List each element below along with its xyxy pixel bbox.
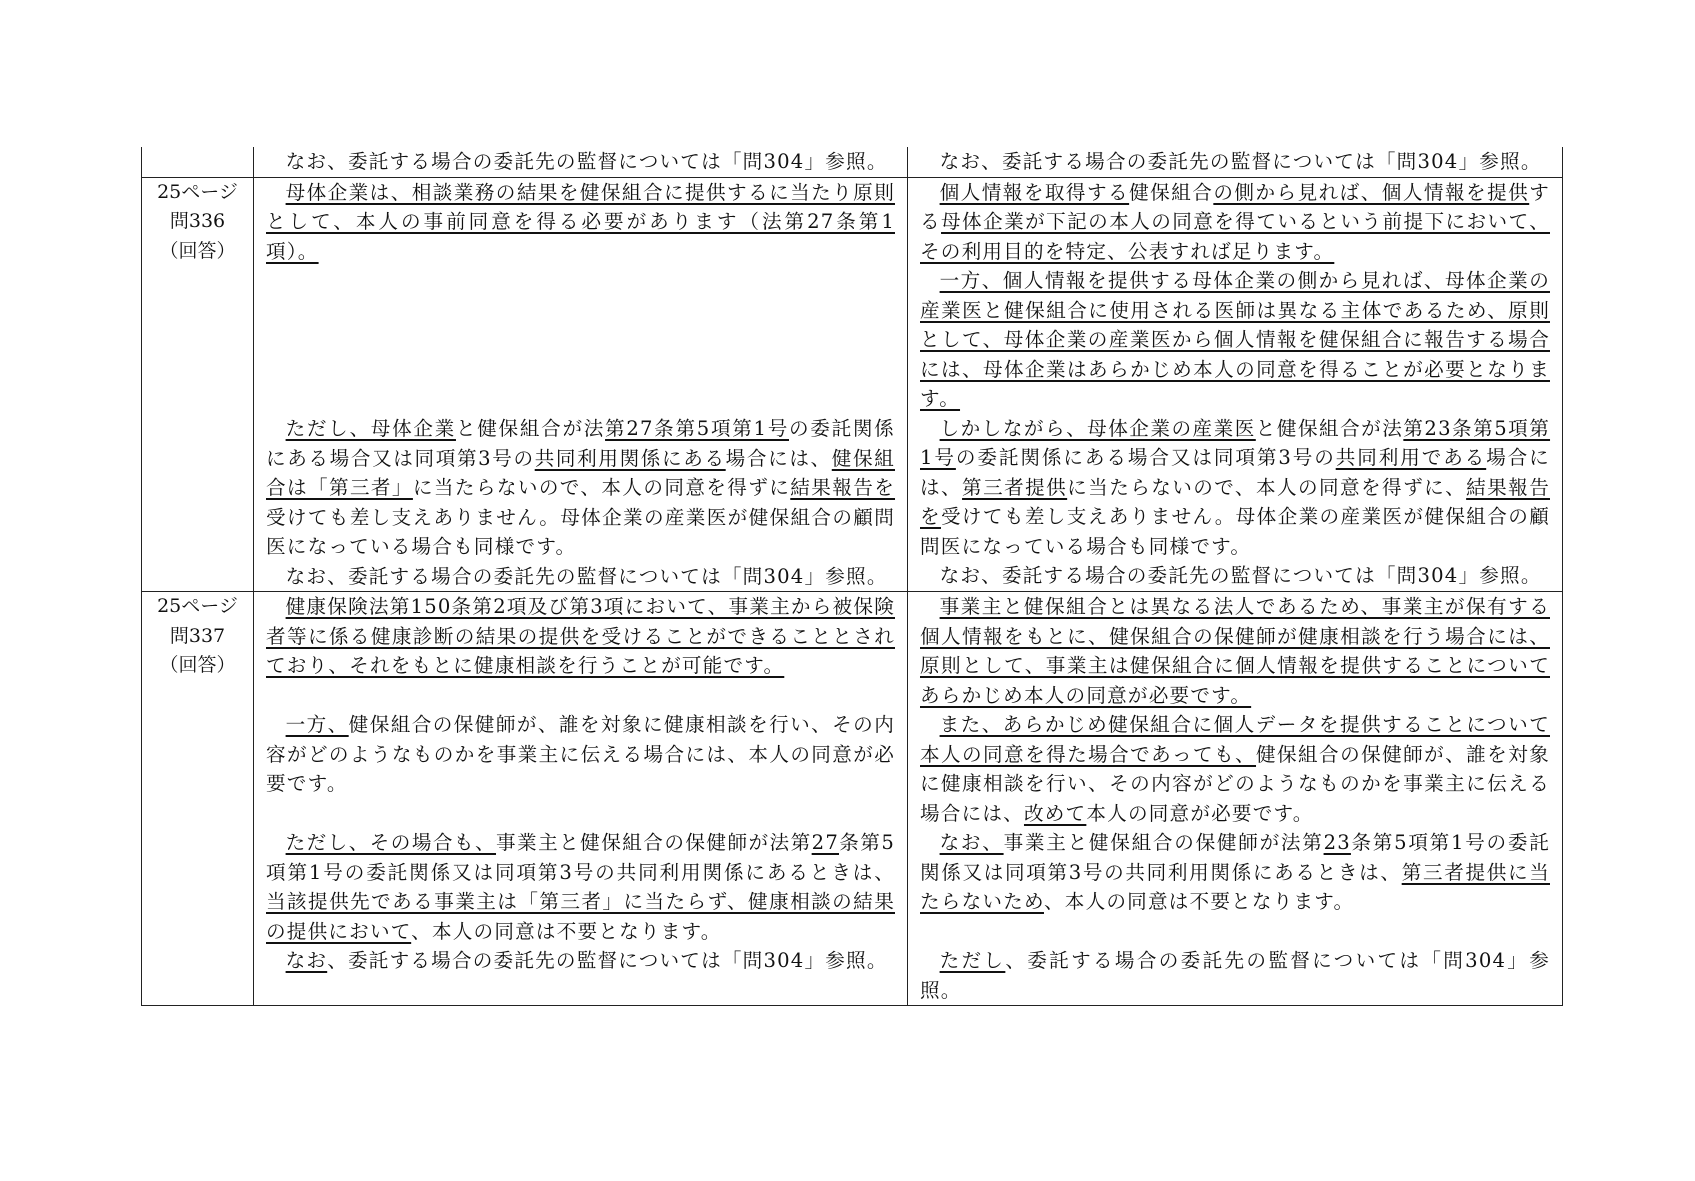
revised-text-cell xyxy=(254,592,908,1006)
row-label-cell xyxy=(142,592,254,1006)
paragraph: なお、委託する場合の委託先の監督については「問304」参照。 xyxy=(285,564,888,588)
revised-text-cell xyxy=(254,147,908,177)
paragraph: 個人情報を取得する健保組合の側から見れば、個人情報を提供する母体企業が下記の本人の同意を得ているという前提下において、その利用目的を特定、公表すれば足ります。 xyxy=(920,180,1550,263)
paragraph: なお、事業主と健保組合の保健師が法第23条第5項第1号の委託関係又は同項第3号の共同利用関係にあるときは、第三者提供に当たらないため、本人の同意は不要となります。 xyxy=(920,831,1550,913)
paragraph: ただし、母体企業と健保組合が法第27条第5項第1号の委託関係にある場合又は同項第3号の共同利用関係にある場合には、健保組合は「第三者」に当たらないので、本人の同意を得ずに結果報告を受けても差し支えありません。母体企業の産業医が健保組合の顧問医になっている場合も同様です。 xyxy=(266,417,896,558)
paragraph: なお、委託する場合の委託先の監督については「問304」参照。 xyxy=(285,949,888,972)
table-row xyxy=(142,147,1563,177)
revised-text-cell xyxy=(254,177,908,592)
table-row xyxy=(142,177,1563,592)
paragraph: 一方、健保組合の保健師が、誰を対象に健康相談を行い、その内容がどのようなものかを事業主に伝える場合には、本人の同意が必要です。 xyxy=(266,713,896,795)
current-text-cell xyxy=(908,592,1563,1006)
comparison-table xyxy=(141,147,1563,1006)
row-label-cell xyxy=(142,177,254,592)
table-row xyxy=(142,592,1563,1006)
paragraph: 事業主と健保組合とは異なる法人であるため、事業主が保有する個人情報をもとに、健保組合の保健師が健康相談を行う場合には、原則として、事業主は健保組合に個人情報を提供することについてあらかじめ本人の同意が必要です。 xyxy=(920,595,1550,707)
current-text-cell xyxy=(908,147,1563,177)
question-reference: 25ページ 問337 （回答） xyxy=(157,595,238,676)
paragraph: また、あらかじめ健保組合に個人データを提供することについて本人の同意を得た場合であっても、健保組合の保健師が、誰を対象に健康相談を行い、その内容がどのようなものかを事業主に伝える場合には、改めて本人の同意が必要です。 xyxy=(920,713,1550,825)
question-reference: 25ページ 問336 （回答） xyxy=(157,180,238,262)
paragraph: なお、委託する場合の委託先の監督については「問304」参照。 xyxy=(285,150,888,173)
paragraph: ただし、委託する場合の委託先の監督については「問304」参照。 xyxy=(920,949,1550,1002)
paragraph: 健康保険法第150条第2項及び第3項において、事業主から被保険者等に係る健康診断の結果の提供を受けることができることとされており、それをもとに健康相談を行うことが可能です。 xyxy=(266,595,895,677)
paragraph: しかしながら、母体企業の産業医と健保組合が法第23条第5項第1号の委託関係にある場合又は同項第3号の共同利用である場合には、第三者提供に当たらないので、本人の同意を得ずに、結果報告を受けても差し支えありません。母体企業の産業医が健保組合の顧問医になっている場合も同様です。 xyxy=(920,416,1551,558)
paragraph: なお、委託する場合の委託先の監督については「問304」参照。 xyxy=(939,564,1542,587)
paragraph: 母体企業は、相談業務の結果を健保組合に提供するに当たり原則として、本人の事前同意を得る必要があります（法第27条第1項）。 xyxy=(266,180,895,263)
paragraph: なお、委託する場合の委託先の監督については「問304」参照。 xyxy=(939,150,1542,173)
row-label-cell xyxy=(142,147,254,177)
paragraph: 一方、個人情報を提供する母体企業の側から見れば、母体企業の産業医と健保組合に使用される医師は異なる主体であるため、原則として、母体企業の産業医から個人情報を健保組合に報告する場合には、母体企業はあらかじめ本人の同意を得ることが必要となります。 xyxy=(920,269,1550,410)
current-text-cell xyxy=(908,177,1563,592)
paragraph: ただし、その場合も、事業主と健保組合の保健師が法第27条第5項第1号の委託関係又は同項第3号の共同利用関係にあるときは、当該提供先である事業主は「第三者」に当たらず、健康相談の結果の提供において、本人の同意は不要となります。 xyxy=(266,831,895,943)
